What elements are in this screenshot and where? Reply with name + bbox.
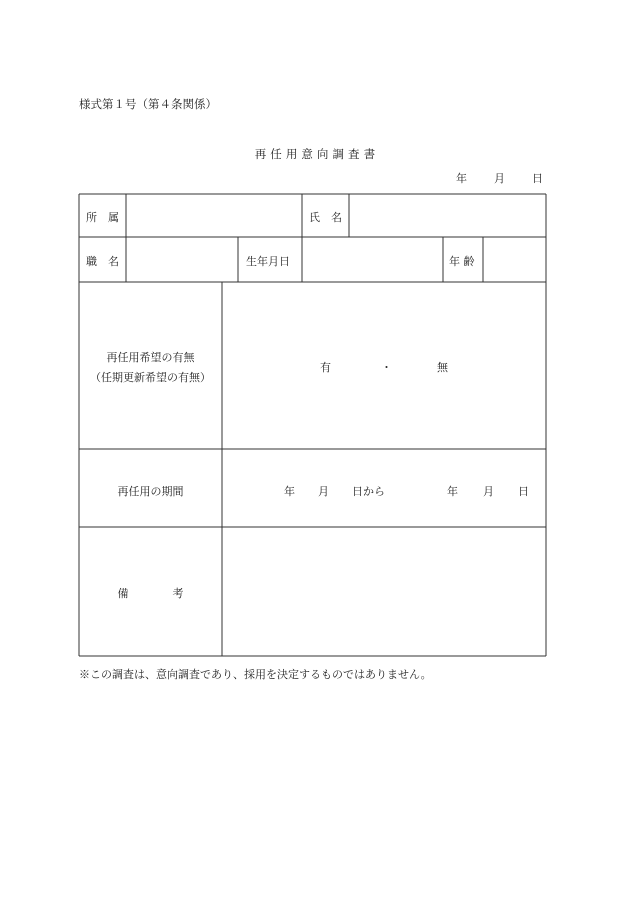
position-field[interactable] <box>127 238 237 281</box>
period-end-day-label: 日 <box>518 485 529 498</box>
remarks-field[interactable] <box>223 528 545 655</box>
reemployment-period-label: 再任用の期間 <box>117 485 184 498</box>
reemployment-period-field[interactable] <box>223 450 545 526</box>
period-end-year-label: 年 <box>447 485 458 498</box>
birthdate-label: 生年月日 <box>246 255 290 268</box>
footnote: ※この調査は、意向調査であり、採用を決定するものではありません。 <box>79 668 432 681</box>
name-label: 氏 名 <box>309 211 342 224</box>
position-label: 職 名 <box>86 255 119 268</box>
date-year-label: 年 <box>456 172 467 185</box>
age-field[interactable] <box>484 238 545 281</box>
term-renewal-wish-label: （任期更新希望の有無） <box>90 371 211 384</box>
birthdate-field[interactable] <box>303 238 442 281</box>
document-title: 再 任 用 意 向 調 査 書 <box>254 147 376 161</box>
reemployment-wish-label: 再任用希望の有無 <box>106 351 195 364</box>
affiliation-field[interactable] <box>127 195 301 236</box>
period-start-year-label: 年 <box>284 485 295 498</box>
wish-separator: ・ <box>381 361 392 374</box>
remarks-label: 備 考 <box>117 587 184 600</box>
date-month-label: 月 <box>494 172 505 185</box>
name-field[interactable] <box>350 195 545 236</box>
period-start-month-label: 月 <box>318 485 329 498</box>
wish-no-option[interactable]: 無 <box>437 361 448 374</box>
period-end-month-label: 月 <box>483 485 494 498</box>
wish-yes-option[interactable]: 有 <box>320 361 331 374</box>
date-day-label: 日 <box>532 172 543 185</box>
age-label: 年 齢 <box>449 255 475 268</box>
affiliation-label: 所 属 <box>86 211 119 224</box>
period-start-day-label: 日から <box>352 485 385 498</box>
form-number: 様式第１号（第４条関係） <box>79 97 217 111</box>
